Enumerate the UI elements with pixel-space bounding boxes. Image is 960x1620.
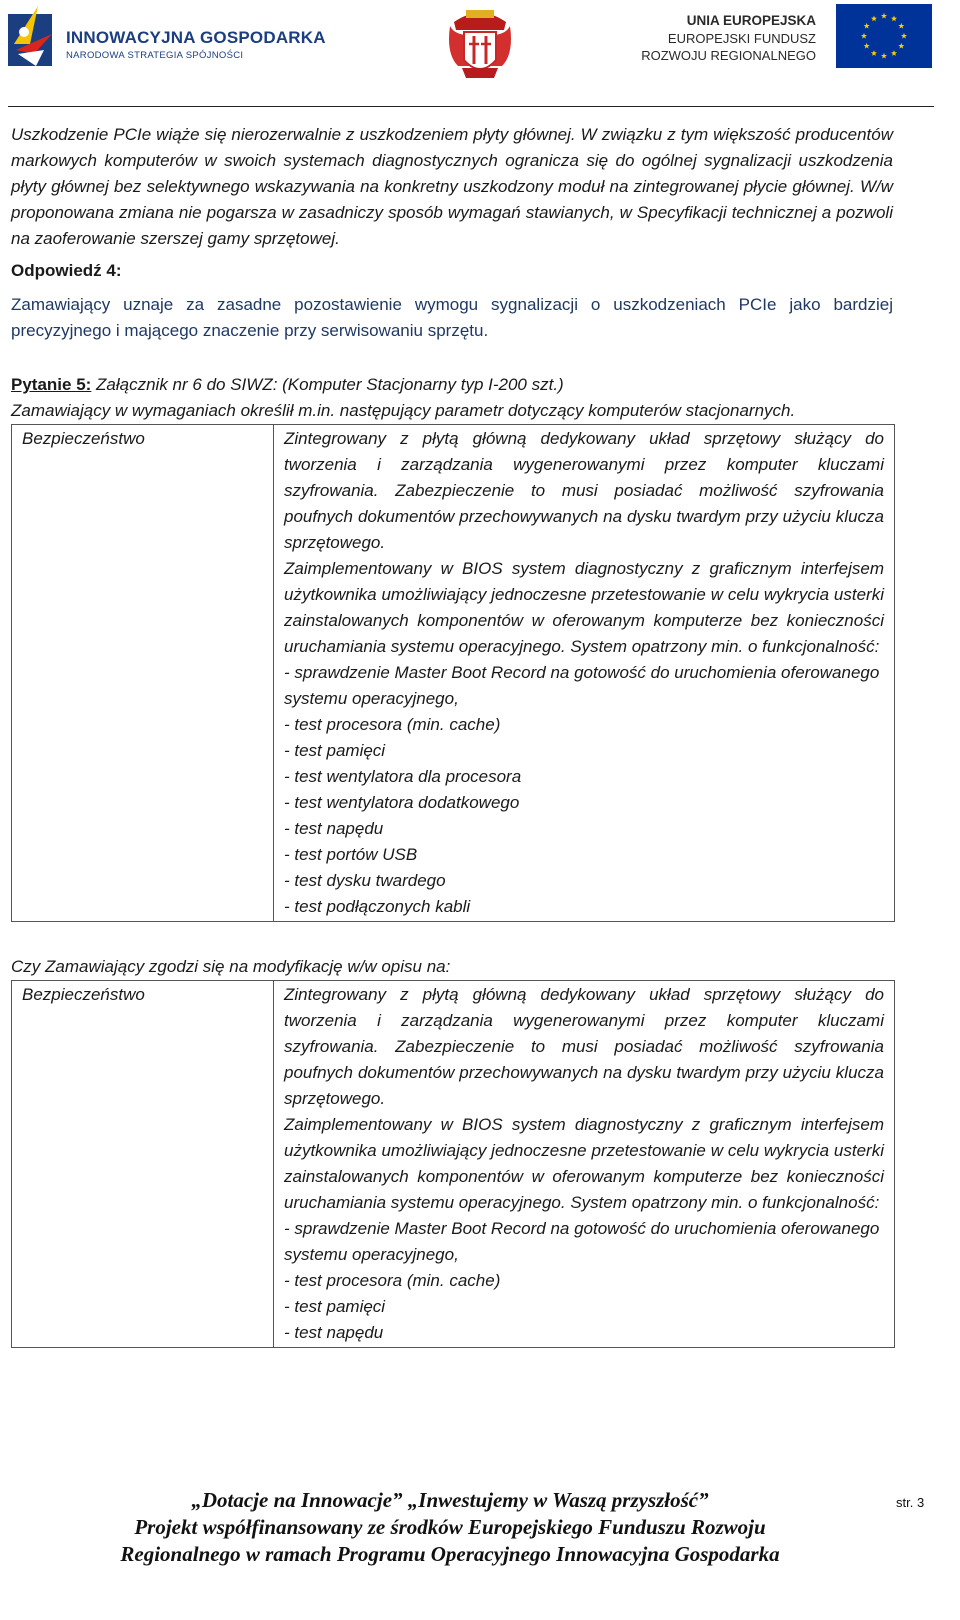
paragraph-pcie: Uszkodzenie PCIe wiąże się nierozerwalnie z uszkodzeniem płyty głównej. W związku z tym większość producentów markowych komputerów w swoich systemach diagnostycznych ogranicza się do ogólnej sygnalizacji uszkodzenia płyty głównej bez selektywnego wskazywania na konkretny uszkodzony moduł na zintegrowanej płycie głównej. W/w proponowana zmiana nie pogarsza w zasadniczy sposób wymagań stawianych, w Specyfikacji technicznej a pozwoli na zaoferowanie szerszej gamy sprzętowej. — [11, 125, 893, 248]
list-item: - test wentylatora dodatkowego — [284, 793, 520, 812]
eu-fund-logo — [640, 4, 932, 70]
list-item: - test pamięci — [284, 741, 386, 760]
modification-question: Czy Zamawiający zgodzi się na modyfikację w/w opisu na: — [11, 957, 451, 976]
list-item: - sprawdzenie Master Boot Record na gotowość do uruchomienia oferowanego systemu operacyjnego, — [284, 663, 880, 708]
document-body — [11, 122, 893, 1348]
spec-table-original — [11, 424, 895, 922]
footer-project-line1: Projekt współfinansowany ze środków Europejskiego Funduszu Rozwoju — [134, 1515, 766, 1539]
spec-paragraph-bios: Zaimplementowany w BIOS system diagnostyczny z graficznym interfejsem użytkownika umożliwiający jednoczesne przetestowanie w celu wykrycia usterki zainstalowanych komponentów w oferowanym komputerze bez konieczności uruchamiania systemu operacyjnego. System opatrzony min. o funkcjonalność: — [284, 559, 884, 656]
spec-table-proposed — [11, 980, 895, 1348]
list-item: - sprawdzenie Master Boot Record na gotowość do uruchomienia oferowanego systemu operacyjnego, — [284, 1219, 880, 1264]
list-item: - test procesora (min. cache) — [284, 1271, 501, 1290]
answer-heading: Odpowiedź 4: — [11, 261, 122, 280]
list-item: - test napędu — [284, 1323, 384, 1342]
spec-key-proposed: Bezpieczeństwo — [12, 981, 274, 1348]
list-item: - test napędu — [284, 819, 384, 838]
ig-logo-subtitle: NARODOWA STRATEGIA SPÓJNOŚCI — [66, 50, 244, 61]
page-footer — [0, 1487, 960, 1568]
footer-project-line2: Regionalnego w ramach Programu Operacyjnego Innowacyjna Gospodarka — [120, 1542, 780, 1566]
footer-slogan: „Dotacje na Innowacje” „Inwestujemy w Waszą przyszłość” — [191, 1488, 709, 1512]
eu-logo-line1: UNIA EUROPEJSKA — [686, 13, 816, 28]
spec-key-original: Bezpieczeństwo — [12, 425, 274, 922]
header-divider — [8, 106, 934, 107]
list-item: - test wentylatora dla procesora — [284, 767, 522, 786]
page-header — [0, 0, 960, 100]
coat-of-arms-icon — [444, 4, 516, 84]
page-number: str. 3 — [896, 1495, 925, 1510]
question-5-label: Pytanie 5: — [11, 375, 92, 394]
list-item: - test pamięci — [284, 1297, 386, 1316]
list-item: - test dysku twardego — [284, 871, 446, 890]
spec-value-original — [274, 425, 895, 922]
spec-value-proposed — [274, 981, 895, 1348]
question-5-heading — [11, 372, 893, 398]
eu-logo-line2: EUROPEJSKI FUNDUSZ — [667, 31, 816, 46]
answer-text: Zamawiający uznaje za zasadne pozostawienie wymogu sygnalizacji o uszkodzeniach PCIe jako bardziej precyzyjnego i mającego znaczenie przy serwisowaniu sprzętu. — [11, 295, 893, 340]
spec-paragraph-tpm: Zintegrowany z płytą główną dedykowany układ sprzętowy służący do tworzenia i zarządzania wygenerowanymi przez komputer kluczami szyfrowania. Zabezpieczenie to musi posiadać możliwość szyfrowania poufnych dokumentów przechowywanych na dysku twardym przy użyciu klucza sprzętowego. — [284, 985, 884, 1108]
question-5-title: Załącznik nr 6 do SIWZ: (Komputer Stacjonarny typ I-200 szt.) — [91, 375, 564, 394]
list-item: - test procesora (min. cache) — [284, 715, 501, 734]
spec-paragraph-bios: Zaimplementowany w BIOS system diagnostyczny z graficznym interfejsem użytkownika umożliwiający jednoczesne przetestowanie w celu wykrycia usterki zainstalowanych komponentów w oferowanym komputerze bez konieczności uruchamiania systemu operacyjnego. System opatrzony min. o funkcjonalność: — [284, 1115, 884, 1212]
ig-star-logo-icon — [8, 4, 60, 70]
ig-logo-title: INNOWACYJNA GOSPODARKA — [66, 28, 326, 47]
eu-logo-line3: ROZWOJU REGIONALNEGO — [641, 48, 816, 63]
list-item: - test portów USB — [284, 845, 418, 864]
innowacyjna-gospodarka-logo — [8, 4, 328, 70]
question-5-intro: Zamawiający w wymaganiach określił m.in. następujący parametr dotyczący komputerów stacjonarnych. — [11, 401, 796, 420]
spec-paragraph-tpm: Zintegrowany z płytą główną dedykowany układ sprzętowy służący do tworzenia i zarządzania wygenerowanymi przez komputer kluczami szyfrowania. Zabezpieczenie to musi posiadać możliwość szyfrowania poufnych dokumentów przechowywanych na dysku twardym przy użyciu klucza sprzętowego. — [284, 429, 884, 552]
list-item: - test podłączonych kabli — [284, 897, 471, 916]
eu-flag-icon — [836, 4, 932, 68]
